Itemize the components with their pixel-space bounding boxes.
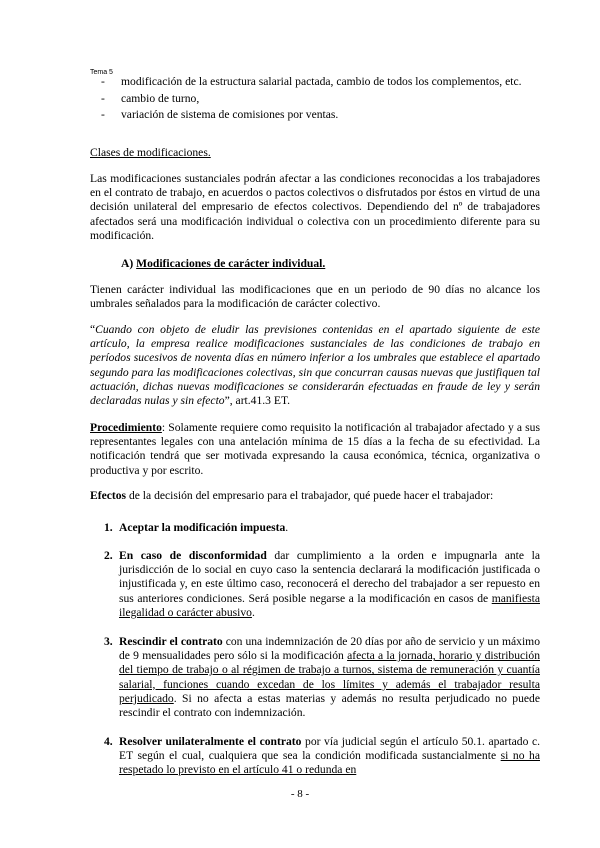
item-number: 2. — [104, 549, 113, 562]
page-header: Tema 5 — [90, 69, 113, 76]
numbered-item — [104, 549, 540, 620]
individual-paragraph: Tienen carácter individual las modificaciones que en un periodo de 90 días no alcance los umbrales señalados para la modificación de carácter colectivo. — [90, 283, 540, 311]
item-underlined-text: si no ha respetado lo previsto en el artículo 41 o redunda en — [119, 749, 540, 777]
item-trailing-text: . Si no afecta a estas materias y además no resulta perjudicado no puede rescindir el contrato con indemnización. — [119, 691, 540, 720]
item-text: por vía judicial según el artículo 50.1. apartado c. ET según el cual, cualquiera que sea la condición modificada sustancialmente — [119, 735, 540, 763]
item-text: dar cumplimiento a la orden e impugnarla ante la jurisdicción de lo social en cuyo caso la sentencia declarará la modificación justificada o injustificada y, en este último caso, reconocerá el derecho del trabajador a ser repuesto en sus anteriores condiciones. Será posible negarse a la modificación en casos de — [119, 549, 540, 605]
procedimiento-label: Procedimiento — [90, 421, 162, 434]
quote-close-mark: ”, — [224, 394, 233, 408]
subheading-title: Modificaciones de carácter individual. — [136, 257, 326, 270]
subheading-prefix: A) — [121, 257, 134, 270]
item-underlined-text: manifiesta ilegalidad o carácter abusivo — [119, 591, 540, 619]
dash-bullet: - — [101, 108, 105, 121]
item-number: 3. — [104, 635, 113, 648]
list-item — [101, 91, 541, 108]
item-number: 4. — [104, 735, 113, 748]
dash-bullet: - — [101, 91, 105, 105]
efectos-text: de la decisión del empresario para el trabajador, qué puede hacer el trabajador: — [126, 489, 494, 502]
section-title: Clases de modificaciones. — [90, 146, 211, 159]
legal-quote — [90, 323, 540, 408]
numbered-item — [104, 521, 540, 535]
item-bold-text: Rescindir el contrato — [119, 635, 223, 648]
numbered-item — [104, 635, 540, 720]
item-bold-text: Aceptar la modificación impuesta — [119, 521, 286, 534]
procedimiento-paragraph — [90, 421, 540, 478]
item-text: con una indemnización de 20 días por año de servicio y un máximo de 9 mensualidades pero sólo si la modificación — [119, 635, 540, 663]
item-trailing-text: . — [251, 605, 255, 619]
item-underlined-text: afecta a la jornada, horario y distribución del tiempo de trabajo o al régimen de trabajo a turnos, sistema de remuneración y cuantía salarial, funciones cuando excedan de los límites y además el trabajador resulta perjudicado — [119, 649, 540, 705]
subheading — [121, 257, 325, 270]
dash-bullet: - — [101, 75, 105, 88]
intro-paragraph: Las modificaciones sustanciales podrán afectar a las condiciones reconocidas a los trabajadores en el contrato de trabajo, en acuerdos o pactos colectivos o disfrutados por éstos en virtud de una decisión unilateral del empresario de efectos colectivos. Dependiendo del nº de trabajadores afectados será una modificación individual o colectiva con un procedimiento diferente para su modificación. — [90, 172, 540, 242]
list-item — [101, 107, 541, 124]
efectos-label: Efectos — [90, 489, 127, 502]
list-item-text: modificación de la estructura salarial pactada, cambio de todos los complementos, etc. — [121, 75, 522, 88]
list-item — [101, 74, 541, 91]
quote-reference: art.41.3 ET. — [235, 394, 291, 408]
dash-list — [101, 74, 541, 124]
list-item-text: cambio de turno, — [121, 91, 200, 105]
item-text: . — [285, 521, 289, 534]
quote-text: Cuando con objeto de eludir las previsiones contenidas en el apartado siguiente de este artículo, la empresa realice modificaciones sustanciales de las condiciones de trabajo en períodos sucesivos de noventa días en número inferior a los umbrales que establece el apartado segundo para las modificaciones colectivas, sin que concurran causas nuevas que justifiquen tal actuación, dichas nuevas modificaciones se considerarán efectuadas en fraude de ley y serán declaradas nulas y sin efecto — [90, 323, 540, 408]
quote-open-mark: “ — [90, 323, 96, 336]
item-bold-text: En caso de disconformidad — [119, 549, 267, 562]
numbered-item — [104, 735, 540, 778]
item-bold-text: Resolver unilateralmente el contrato — [119, 735, 302, 748]
list-item-text: variación de sistema de comisiones por ventas. — [121, 108, 339, 121]
item-number: 1. — [104, 521, 113, 534]
page-number: - 8 - — [290, 788, 310, 800]
efectos-paragraph — [90, 489, 540, 503]
procedimiento-text: : Solamente requiere como requisito la notificación al trabajador afectado y a sus representantes legales con una antelación mínima de 15 días a la fecha de su efectividad. La notificación tendrá que ser motivada expresando la causa económica, técnica, organizativa o productiva y por escrito. — [90, 421, 540, 477]
